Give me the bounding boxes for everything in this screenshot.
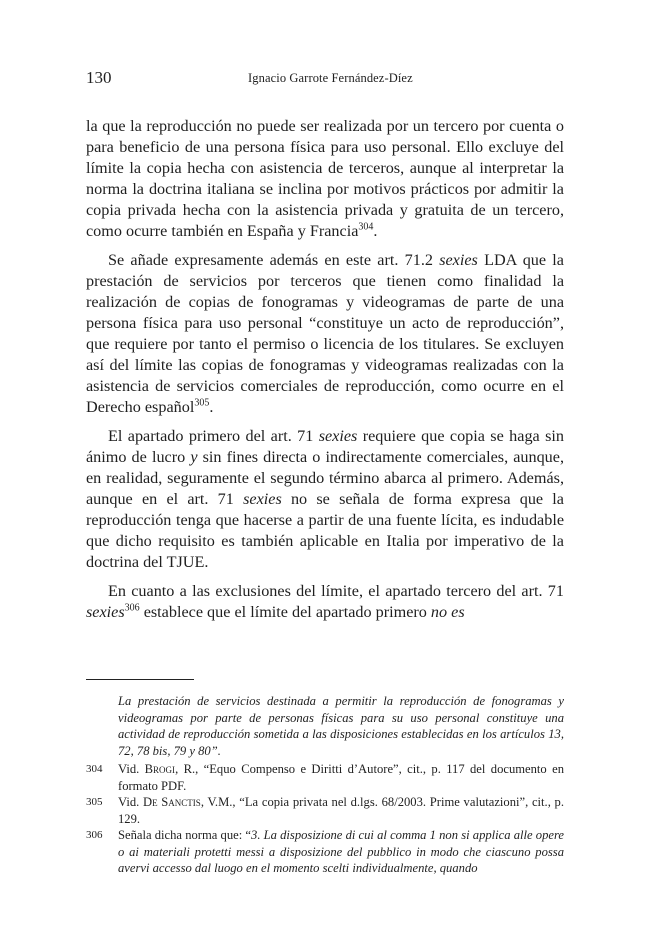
footnotes — [86, 693, 564, 877]
paragraph-4: En cuanto a las exclusiones del límite, el apartado tercero del art. 71 sexies$^{306}$ establece que el límite del apartado primero no es — [86, 582, 564, 621]
footnote-305 — [86, 794, 564, 827]
footnote-separator — [86, 679, 194, 680]
page-number: 130 — [86, 68, 112, 87]
footnote-continuation: La prestación de servicios destinada a permitir la reproducción de fonogramas y videogramas por parte de personas físicas para su uso personal constituye una actividad de reproducción sometida a las disposiciones establecidas en los artículos 13, 72, 78 bis, 79 y 80”. — [118, 694, 564, 758]
footnote-number: 306 — [86, 829, 103, 841]
footnote-306 — [86, 827, 564, 877]
footnote-304 — [86, 761, 564, 794]
paragraph-1: la que la reproducción no puede ser realizada por un tercero por cuenta o para beneficio de una persona física para uso personal. Ello excluye del límite la copia hecha con asistencia de terceros, aunque al interpretar la norma la doctrina italiana se inclina por motivos prácticos por admitir la copia privada hecha con la asistencia privada y gratuita de un tercero, como ocurre también en España y Francia$^{304}$. — [86, 117, 564, 240]
footnote-ref-305[interactable]: 305 — [194, 397, 210, 409]
book-page — [86, 68, 564, 877]
body-text — [86, 116, 564, 623]
paragraph-2: Se añade expresamente además en este art. 71.2 sexies LDA que la prestación de servicios por terceros que tienen como finalidad la realización de copias de fonogramas y videogramas de parte de una persona física para uso personal “constituye un acto de reproducción”, que requiere por tanto el permiso o licencia de los titulares. Se excluyen así del límite las copias de fonogramas y videogramas realizadas con la asistencia de servicios comerciales de reproducción, como ocurre en el Derecho español$^{305}$. — [86, 251, 564, 416]
footnote-number: 305 — [86, 796, 103, 808]
footnote-number: 304 — [86, 763, 103, 775]
footnote-ref-304[interactable]: 304 — [358, 221, 374, 233]
running-head: Ignacio Garrote Fernández-Díez — [248, 71, 413, 85]
footnote-text: Vid. De Sanctis, V.M., “La copia privata nel d.lgs. 68/2003. Prime valutazioni”, cit., p. 129. — [118, 795, 564, 826]
footnote-text: Señala dicha norma que: “3. La disposizione di cui al comma 1 non si applica alle opere o ai materiali protetti messi a disposizione del pubblico in modo che ciascuno possa avervi accesso dal luogo en el momento scelti individualmente, quando — [118, 828, 564, 875]
footnote-text: Vid. Brogi, R., “Equo Compenso e Diritti d’Autore”, cit., p. 117 del documento en formato PDF. — [118, 762, 564, 793]
footnote-ref-306[interactable]: 306 — [124, 602, 140, 614]
paragraph-3: El apartado primero del art. 71 sexies requiere que copia se haga sin ánimo de lucro y sin fines directa o indirectamente comerciales, aunque, en realidad, seguramente el segundo término abarca al primero. Además, aunque en el art. 71 sexies no se señala de forma expresa que la reproducción tenga que hacerse a partir de una fuente lícita, es indudable que dicho requisito es también aplicable en Italia por imperativo de la doctrina del TJUE. — [86, 427, 565, 571]
page-header — [86, 68, 564, 94]
